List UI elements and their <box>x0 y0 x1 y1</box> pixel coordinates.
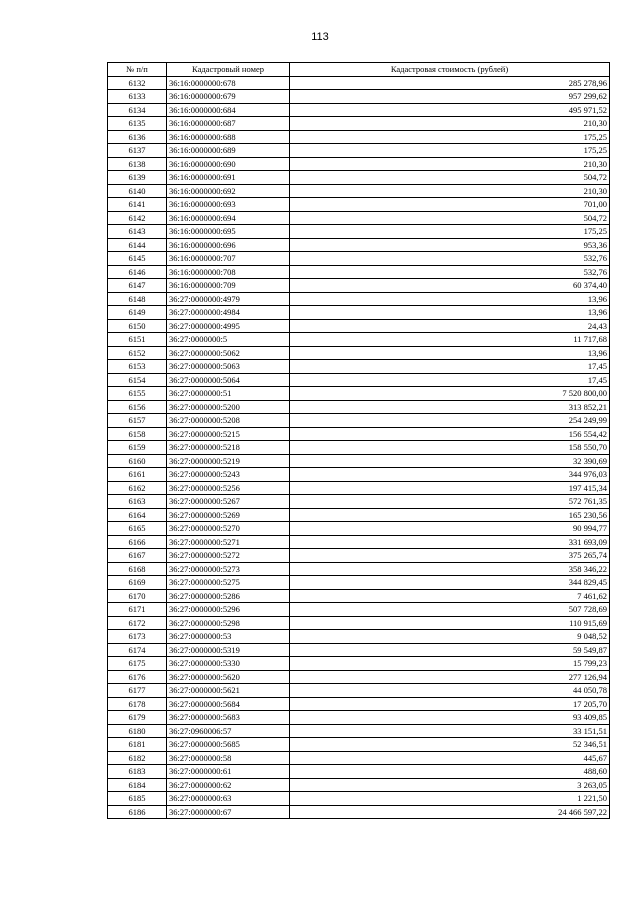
cadastral-value-cell: 7 461,62 <box>290 589 610 603</box>
table-row <box>108 670 610 684</box>
table-row <box>108 495 610 509</box>
cadastral-number-cell: 36:27:0000000:62 <box>167 778 290 792</box>
cadastral-value-cell: 504,72 <box>290 171 610 185</box>
cadastral-number-cell: 36:27:0000000:5208 <box>167 414 290 428</box>
row-number-cell: 6163 <box>108 495 167 509</box>
cadastral-value-cell: 9 048,52 <box>290 630 610 644</box>
row-number-cell: 6170 <box>108 589 167 603</box>
cadastral-value-cell: 156 554,42 <box>290 427 610 441</box>
cadastral-value-cell: 24 466 597,22 <box>290 805 610 819</box>
row-number-cell: 6174 <box>108 643 167 657</box>
table-row <box>108 684 610 698</box>
cadastral-value-cell: 24,43 <box>290 319 610 333</box>
cadastral-number-cell: 36:27:0000000:5269 <box>167 508 290 522</box>
table-row <box>108 765 610 779</box>
table-row <box>108 454 610 468</box>
table-row <box>108 522 610 536</box>
row-number-cell: 6153 <box>108 360 167 374</box>
cadastral-number-cell: 36:16:0000000:695 <box>167 225 290 239</box>
cadastral-number-cell: 36:27:0000000:5272 <box>167 549 290 563</box>
cadastral-value-cell: 3 263,05 <box>290 778 610 792</box>
cadastral-value-cell: 13,96 <box>290 306 610 320</box>
row-number-cell: 6144 <box>108 238 167 252</box>
cadastral-number-cell: 36:16:0000000:692 <box>167 184 290 198</box>
cadastral-number-cell: 36:27:0000000:5219 <box>167 454 290 468</box>
row-number-cell: 6184 <box>108 778 167 792</box>
row-number-cell: 6160 <box>108 454 167 468</box>
cadastral-value-cell: 52 346,51 <box>290 738 610 752</box>
cadastral-value-cell: 210,30 <box>290 117 610 131</box>
table-row <box>108 616 610 630</box>
cadastral-value-cell: 504,72 <box>290 211 610 225</box>
cadastral-number-cell: 36:27:0000000:5286 <box>167 589 290 603</box>
cadastral-number-cell: 36:27:0000000:5275 <box>167 576 290 590</box>
cadastral-value-cell: 11 717,68 <box>290 333 610 347</box>
cadastral-number-cell: 36:16:0000000:688 <box>167 130 290 144</box>
cadastral-value-cell: 488,60 <box>290 765 610 779</box>
row-number-cell: 6156 <box>108 400 167 414</box>
cadastral-value-cell: 175,25 <box>290 144 610 158</box>
row-number-cell: 6150 <box>108 319 167 333</box>
cadastral-number-cell: 36:27:0000000:5 <box>167 333 290 347</box>
cadastral-number-cell: 36:16:0000000:691 <box>167 171 290 185</box>
cadastral-value-cell: 344 976,03 <box>290 468 610 482</box>
cadastral-value-cell: 13,96 <box>290 292 610 306</box>
cadastral-number-cell: 36:27:0000000:5319 <box>167 643 290 657</box>
row-number-cell: 6143 <box>108 225 167 239</box>
row-number-cell: 6139 <box>108 171 167 185</box>
row-number-cell: 6135 <box>108 117 167 131</box>
row-number-cell: 6168 <box>108 562 167 576</box>
cadastral-value-cell: 165 230,56 <box>290 508 610 522</box>
table-row <box>108 643 610 657</box>
table-row <box>108 481 610 495</box>
table-row <box>108 535 610 549</box>
cadastral-value-cell: 957 299,62 <box>290 90 610 104</box>
table-row <box>108 400 610 414</box>
cadastral-number-cell: 36:27:0000000:5296 <box>167 603 290 617</box>
table-row <box>108 292 610 306</box>
cadastral-value-cell: 17,45 <box>290 360 610 374</box>
header-cadastral-value: Кадастровая стоимость (рублей) <box>290 63 610 77</box>
cadastral-value-cell: 13,96 <box>290 346 610 360</box>
row-number-cell: 6158 <box>108 427 167 441</box>
cadastral-value-cell: 313 852,21 <box>290 400 610 414</box>
row-number-cell: 6164 <box>108 508 167 522</box>
cadastral-number-cell: 36:27:0960006:57 <box>167 724 290 738</box>
row-number-cell: 6155 <box>108 387 167 401</box>
table-row <box>108 117 610 131</box>
row-number-cell: 6137 <box>108 144 167 158</box>
header-cadastral-number: Кадастровый номер <box>167 63 290 77</box>
cadastral-number-cell: 36:27:0000000:63 <box>167 792 290 806</box>
row-number-cell: 6183 <box>108 765 167 779</box>
table-row <box>108 549 610 563</box>
table-row <box>108 792 610 806</box>
table-row <box>108 319 610 333</box>
cadastral-number-cell: 36:16:0000000:689 <box>167 144 290 158</box>
row-number-cell: 6159 <box>108 441 167 455</box>
table-row <box>108 184 610 198</box>
table-row <box>108 346 610 360</box>
cadastral-number-cell: 36:27:0000000:5685 <box>167 738 290 752</box>
table-row <box>108 225 610 239</box>
row-number-cell: 6149 <box>108 306 167 320</box>
row-number-cell: 6152 <box>108 346 167 360</box>
row-number-cell: 6147 <box>108 279 167 293</box>
row-number-cell: 6169 <box>108 576 167 590</box>
row-number-cell: 6182 <box>108 751 167 765</box>
cadastral-value-cell: 110 915,69 <box>290 616 610 630</box>
row-number-cell: 6133 <box>108 90 167 104</box>
row-number-cell: 6171 <box>108 603 167 617</box>
cadastral-value-cell: 17,45 <box>290 373 610 387</box>
row-number-cell: 6185 <box>108 792 167 806</box>
row-number-cell: 6154 <box>108 373 167 387</box>
cadastral-value-cell: 495 971,52 <box>290 103 610 117</box>
row-number-cell: 6166 <box>108 535 167 549</box>
table-row <box>108 211 610 225</box>
cadastral-value-cell: 59 549,87 <box>290 643 610 657</box>
table-row <box>108 238 610 252</box>
table-row <box>108 576 610 590</box>
row-number-cell: 6167 <box>108 549 167 563</box>
cadastral-number-cell: 36:27:0000000:5298 <box>167 616 290 630</box>
cadastral-number-cell: 36:27:0000000:5256 <box>167 481 290 495</box>
row-number-cell: 6141 <box>108 198 167 212</box>
cadastral-number-cell: 36:16:0000000:708 <box>167 265 290 279</box>
cadastral-value-cell: 254 249,99 <box>290 414 610 428</box>
table-row <box>108 265 610 279</box>
cadastral-value-cell: 358 346,22 <box>290 562 610 576</box>
row-number-cell: 6186 <box>108 805 167 819</box>
cadastral-number-cell: 36:16:0000000:687 <box>167 117 290 131</box>
cadastral-value-cell: 33 151,51 <box>290 724 610 738</box>
table-row <box>108 805 610 819</box>
table-row <box>108 697 610 711</box>
cadastral-number-cell: 36:27:0000000:5620 <box>167 670 290 684</box>
table-row <box>108 373 610 387</box>
cadastral-number-cell: 36:27:0000000:53 <box>167 630 290 644</box>
cadastral-value-cell: 572 761,35 <box>290 495 610 509</box>
table-row <box>108 711 610 725</box>
row-number-cell: 6161 <box>108 468 167 482</box>
table-row <box>108 738 610 752</box>
table-row <box>108 562 610 576</box>
cadastral-number-cell: 36:27:0000000:5243 <box>167 468 290 482</box>
cadastral-number-cell: 36:16:0000000:707 <box>167 252 290 266</box>
table-row <box>108 657 610 671</box>
row-number-cell: 6178 <box>108 697 167 711</box>
cadastral-number-cell: 36:16:0000000:709 <box>167 279 290 293</box>
cadastral-number-cell: 36:27:0000000:5062 <box>167 346 290 360</box>
table-row <box>108 589 610 603</box>
table-row <box>108 414 610 428</box>
table-row <box>108 441 610 455</box>
table-row <box>108 360 610 374</box>
table-row <box>108 333 610 347</box>
cadastral-value-cell: 532,76 <box>290 265 610 279</box>
cadastral-number-cell: 36:27:0000000:5063 <box>167 360 290 374</box>
cadastral-number-cell: 36:27:0000000:5684 <box>167 697 290 711</box>
row-number-cell: 6179 <box>108 711 167 725</box>
header-row-number: № п/п <box>108 63 167 77</box>
table-row <box>108 279 610 293</box>
cadastral-value-cell: 210,30 <box>290 184 610 198</box>
cadastral-value-cell: 445,67 <box>290 751 610 765</box>
cadastral-number-cell: 36:27:0000000:58 <box>167 751 290 765</box>
cadastral-number-cell: 36:27:0000000:51 <box>167 387 290 401</box>
cadastral-number-cell: 36:16:0000000:696 <box>167 238 290 252</box>
cadastral-value-cell: 93 409,85 <box>290 711 610 725</box>
cadastral-number-cell: 36:27:0000000:67 <box>167 805 290 819</box>
table-row <box>108 90 610 104</box>
cadastral-number-cell: 36:16:0000000:678 <box>167 76 290 90</box>
page-number: 113 <box>311 31 329 43</box>
table-row <box>108 724 610 738</box>
row-number-cell: 6181 <box>108 738 167 752</box>
cadastral-number-cell: 36:16:0000000:694 <box>167 211 290 225</box>
cadastral-number-cell: 36:27:0000000:5200 <box>167 400 290 414</box>
cadastral-number-cell: 36:27:0000000:5270 <box>167 522 290 536</box>
row-number-cell: 6177 <box>108 684 167 698</box>
cadastral-number-cell: 36:27:0000000:5621 <box>167 684 290 698</box>
cadastral-number-cell: 36:27:0000000:5271 <box>167 535 290 549</box>
cadastral-value-cell: 175,25 <box>290 130 610 144</box>
table-row <box>108 103 610 117</box>
cadastral-value-cell: 60 374,40 <box>290 279 610 293</box>
cadastral-number-cell: 36:16:0000000:679 <box>167 90 290 104</box>
cadastral-value-cell: 277 126,94 <box>290 670 610 684</box>
cadastral-value-cell: 32 390,69 <box>290 454 610 468</box>
row-number-cell: 6142 <box>108 211 167 225</box>
cadastral-value-cell: 197 415,34 <box>290 481 610 495</box>
table-row <box>108 508 610 522</box>
table-row <box>108 157 610 171</box>
row-number-cell: 6148 <box>108 292 167 306</box>
table-row <box>108 198 610 212</box>
table-row <box>108 252 610 266</box>
cadastral-number-cell: 36:27:0000000:61 <box>167 765 290 779</box>
table-row <box>108 144 610 158</box>
row-number-cell: 6175 <box>108 657 167 671</box>
cadastral-value-cell: 90 994,77 <box>290 522 610 536</box>
cadastral-number-cell: 36:27:0000000:5064 <box>167 373 290 387</box>
row-number-cell: 6136 <box>108 130 167 144</box>
table-row <box>108 130 610 144</box>
table-row <box>108 306 610 320</box>
cadastral-value-cell: 331 693,09 <box>290 535 610 549</box>
row-number-cell: 6134 <box>108 103 167 117</box>
table-row <box>108 778 610 792</box>
cadastral-value-cell: 44 050,78 <box>290 684 610 698</box>
cadastral-value-cell: 507 728,69 <box>290 603 610 617</box>
cadastral-value-cell: 953,36 <box>290 238 610 252</box>
cadastral-value-cell: 17 205,70 <box>290 697 610 711</box>
table-row <box>108 76 610 90</box>
cadastral-value-table <box>107 62 610 819</box>
cadastral-number-cell: 36:16:0000000:693 <box>167 198 290 212</box>
row-number-cell: 6145 <box>108 252 167 266</box>
cadastral-number-cell: 36:27:0000000:5215 <box>167 427 290 441</box>
table-row <box>108 171 610 185</box>
cadastral-number-cell: 36:27:0000000:5218 <box>167 441 290 455</box>
table-header-row <box>108 63 610 77</box>
cadastral-value-cell: 15 799,23 <box>290 657 610 671</box>
cadastral-number-cell: 36:27:0000000:4984 <box>167 306 290 320</box>
cadastral-value-cell: 175,25 <box>290 225 610 239</box>
cadastral-value-cell: 210,30 <box>290 157 610 171</box>
cadastral-value-cell: 344 829,45 <box>290 576 610 590</box>
cadastral-number-cell: 36:27:0000000:5330 <box>167 657 290 671</box>
cadastral-value-cell: 7 520 800,00 <box>290 387 610 401</box>
row-number-cell: 6172 <box>108 616 167 630</box>
cadastral-number-cell: 36:27:0000000:5267 <box>167 495 290 509</box>
cadastral-value-cell: 701,00 <box>290 198 610 212</box>
table-row <box>108 751 610 765</box>
cadastral-number-cell: 36:27:0000000:4979 <box>167 292 290 306</box>
table-row <box>108 603 610 617</box>
row-number-cell: 6138 <box>108 157 167 171</box>
row-number-cell: 6162 <box>108 481 167 495</box>
cadastral-number-cell: 36:27:0000000:5683 <box>167 711 290 725</box>
row-number-cell: 6146 <box>108 265 167 279</box>
table-row <box>108 630 610 644</box>
cadastral-value-cell: 285 278,96 <box>290 76 610 90</box>
row-number-cell: 6151 <box>108 333 167 347</box>
row-number-cell: 6180 <box>108 724 167 738</box>
cadastral-number-cell: 36:27:0000000:5273 <box>167 562 290 576</box>
row-number-cell: 6173 <box>108 630 167 644</box>
row-number-cell: 6176 <box>108 670 167 684</box>
table-row <box>108 427 610 441</box>
table-row <box>108 387 610 401</box>
row-number-cell: 6165 <box>108 522 167 536</box>
cadastral-number-cell: 36:16:0000000:690 <box>167 157 290 171</box>
cadastral-value-cell: 532,76 <box>290 252 610 266</box>
table-row <box>108 468 610 482</box>
row-number-cell: 6140 <box>108 184 167 198</box>
cadastral-value-cell: 1 221,50 <box>290 792 610 806</box>
cadastral-value-cell: 158 550,70 <box>290 441 610 455</box>
row-number-cell: 6157 <box>108 414 167 428</box>
cadastral-number-cell: 36:27:0000000:4995 <box>167 319 290 333</box>
cadastral-value-cell: 375 265,74 <box>290 549 610 563</box>
cadastral-number-cell: 36:16:0000000:684 <box>167 103 290 117</box>
row-number-cell: 6132 <box>108 76 167 90</box>
